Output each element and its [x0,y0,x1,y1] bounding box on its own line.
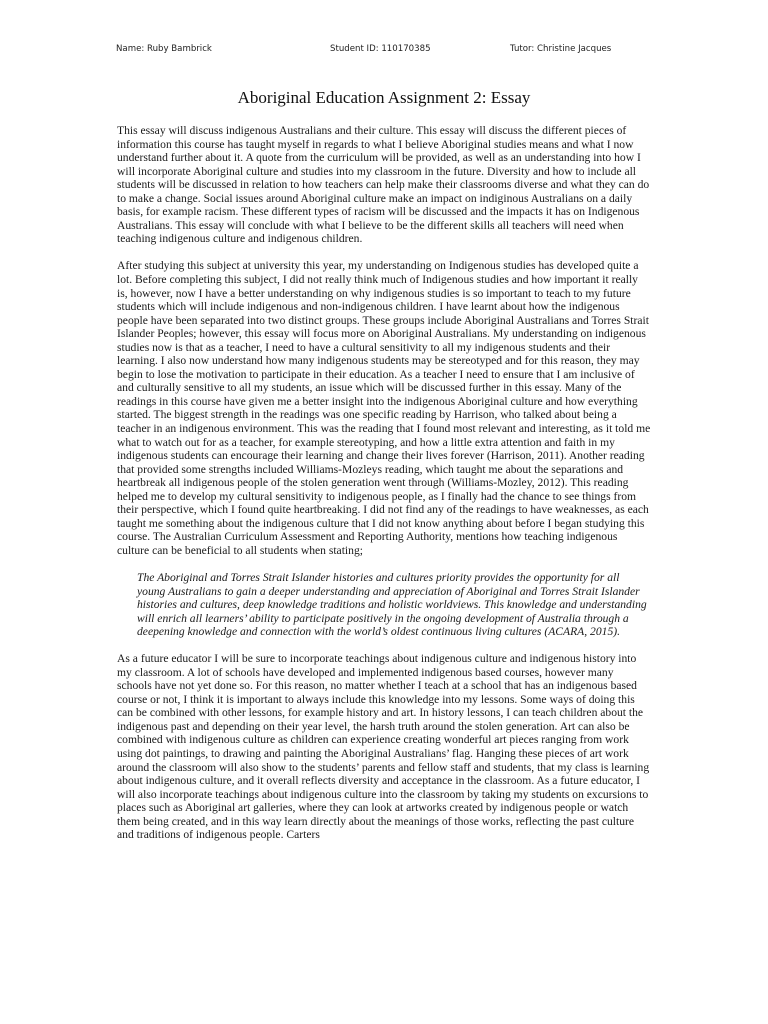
page-header [116,44,656,58]
essay-body [117,124,651,855]
tutor-name: Tutor: Christine Jacques [510,44,612,54]
student-id: Student ID: 110170385 [330,44,431,54]
curriculum-quote: The Aboriginal and Torres Strait Islander histories and cultures priority provides the opportunity for all young Australians to gain a deeper understanding and appreciation of Aboriginal and Torres Strait Islander histories and cultures, deep knowledge traditions and holistic worldviews. This knowledge and understanding will enrich all learners’ ability to participate positively in the ongoing development of Australia through a deepening knowledge and connection with the world’s oldest continuous living cultures (ACARA, 2015). [137,570,647,639]
student-name: Name: Ruby Bambrick [116,44,212,54]
paragraph-future-educator: As a future educator I will be sure to incorporate teachings about indigenous culture and indigenous history into my classroom. A lot of schools have developed and implemented indigenous based courses, however many schools have not yet done so. For this reason, no matter whether I teach at a school that has an indigenous based course or not, I think it is important to always include this knowledge into my lessons. Some ways of doing this can be combined with other lessons, for example history and art. In history lessons, I can teach children about the indigenous past and depending on their year level, the harsh truth around the stolen generation. Art can also be combined with indigenous culture as children can experience creating wonderful art pieces ranging from work using dot paintings, to drawing and painting the Aboriginal Australians’ flag. Hanging these pieces of art work around the classroom will also show to the students’ parents and fellow staff and students, that my class is learning about indigenous culture, and it overall reflects diversity and acceptance in the classroom. As a future educator, I will also incorporate teachings about indigenous culture into the classroom by taking my students on excursions to places such as Aboriginal art galleries, where they can look at artworks created by indigenous people or watch them being created, and in this way learn directly about the meanings of those works, reflecting the past culture and traditions of indigenous people. Carters [117,652,650,842]
essay-title: Aboriginal Education Assignment 2: Essay [237,88,531,107]
paragraph-intro: This essay will discuss indigenous Australians and their culture. This essay will discuss the different pieces of information this course has taught myself in regards to what I believe Aboriginal studies means and what I now understand further about it. A quote from the curriculum will be provided, as well as an understanding into how I will incorporate Aboriginal culture and studies into my classroom in the future. Diversity and how to include all students will be discussed in relation to how teachers can help make their classrooms diverse and what they can do to make a change. Social issues around Aboriginal culture make an impact on indiginous Australians on a daily basis, for example racism. These different types of racism will be discussed and the impacts it has on Indigenous Australians. This essay will conclude with what I believe to be the different skills all teachers will need when teaching indigenous culture and indigenous children. [117,124,650,246]
paragraph-understanding: After studying this subject at university this year, my understanding on Indigenous studies has developed quite a lot. Before completing this subject, I did not really think much of Indigenous studies and how important it really is, however, now I have a better understanding on why indigenous studies is so important to teach to my future students which will include indigenous and non-indigenous children. I have learnt about how the indigenous people have been separated into two distinct groups. These groups include Aboriginal Australians and Torres Strait Islander Peoples; however, this essay will focus more on Aboriginal Australians. My understanding on indigenous studies now is that as a teacher, I need to have a cultural sensitivity to all my indigenous students and their learning. I also now understand how many indigenous students may be stereotyped and for this reason, they may begin to lose the motivation to participate in their education. As a teacher I need to ensure that I am inclusive of and culturally sensitive to all my students, an issue which will be discussed further in this essay. Many of the readings in this course have given me a better insight into the indigenous Aboriginal culture and how everything started. The biggest strength in the readings was one specific reading by Harrison, who talked about being a teacher in an indigenous environment. This was the reading that I found most relevant and interesting, as it told me what to watch out for as a teacher, for example stereotyping, and how a little extra attention and faith in my indigenous students can encourage their learning and change their lives forever (Harrison, 2011). Another reading that provided some strengths included Williams-Mozleys reading, which taught me about the separations and heartbreak all indigenous people of the stolen generation went through (Williams-Mozley, 2012). This reading helped me to develop my cultural sensitivity to indigenous people, as I finally had the chance to see things from their perspective, which I found quite heartbreaking. I did not find any of the readings to have weaknesses, as each taught me something about the indigenous culture that I did not know anything about before I began studying this course. The Australian Curriculum Assessment and Reporting Authority, mentions how teaching indigenous culture can be beneficial to all students when stating; [117,259,651,557]
